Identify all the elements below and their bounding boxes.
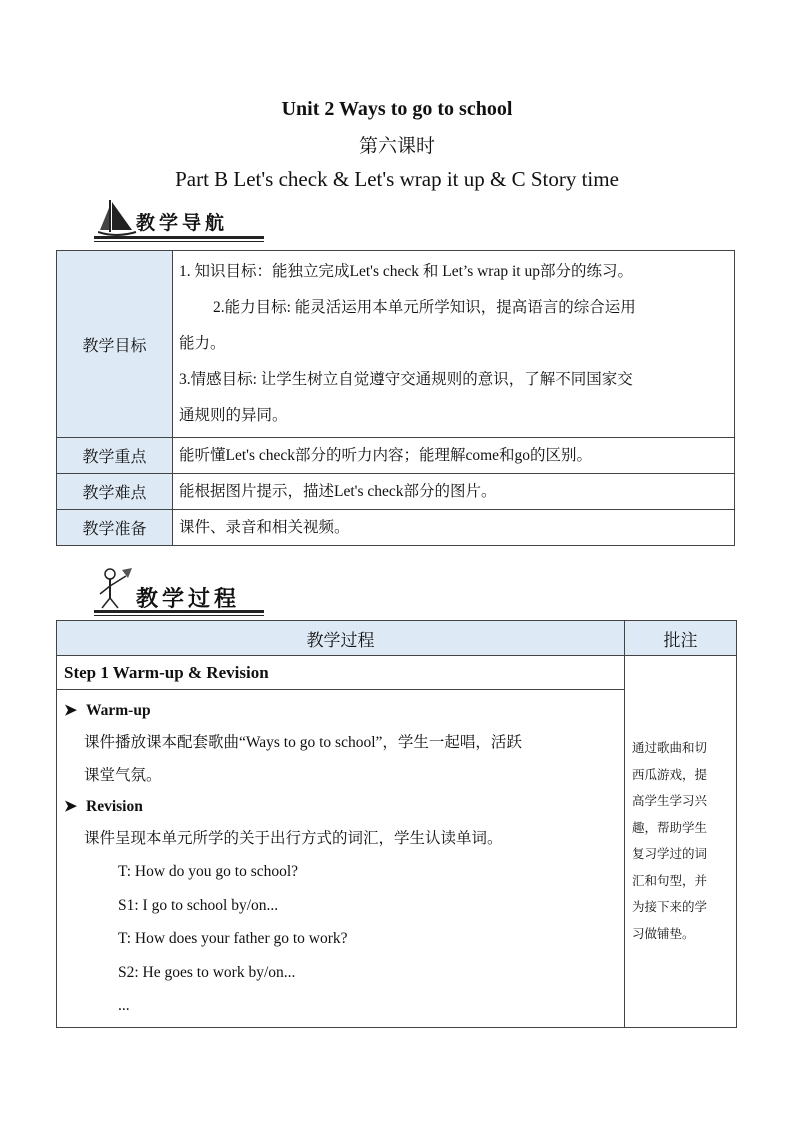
unit-title: Unit 2 Ways to go to school bbox=[281, 98, 513, 120]
sailboat-icon bbox=[98, 198, 138, 240]
row-header: 教学重点 bbox=[57, 438, 173, 474]
table-row bbox=[57, 510, 735, 546]
section-heading-navigation bbox=[94, 198, 284, 246]
table-row bbox=[57, 474, 735, 510]
body-line: 课堂气氛。 bbox=[84, 767, 162, 784]
row-content: 能听懂Let's check部分的听力内容；能理解come和go的区别。 bbox=[173, 438, 735, 474]
note-line: 高学生学习兴 bbox=[632, 793, 708, 809]
row-content: 课件、录音和相关视频。 bbox=[173, 510, 735, 546]
note-line: 西瓜游戏，提 bbox=[632, 766, 708, 782]
row-content: 能根据图片提示，描述Let's check部分的图片。 bbox=[173, 474, 735, 510]
arrow-bullet-icon: ➤ bbox=[64, 702, 77, 719]
dialogue-line: ... bbox=[118, 997, 130, 1014]
table-header-row bbox=[57, 621, 737, 656]
annotation-cell bbox=[625, 656, 737, 1028]
goal-line: 2.能力目标: 能灵活运用本单元所学知识，提高语言的综合运用 bbox=[213, 299, 636, 316]
row-header: 教学目标 bbox=[57, 251, 173, 438]
body-line: 课件播放课本配套歌曲“Ways to go to school”，学生一起唱，活跃 bbox=[84, 734, 522, 751]
dialogue-line: S2: He goes to work by/on... bbox=[118, 963, 296, 981]
lesson-number: 第六课时 bbox=[358, 136, 435, 157]
bullet-label: Warm-up bbox=[86, 702, 151, 719]
note-line: 复习学过的词 bbox=[632, 846, 708, 862]
section-label: 教学导航 bbox=[136, 212, 229, 234]
step-body bbox=[57, 690, 625, 1028]
step-title: Step 1 Warm-up & Revision bbox=[57, 656, 625, 690]
arrow-bullet-icon: ➤ bbox=[64, 798, 77, 815]
table-row bbox=[57, 438, 735, 474]
column-header-process: 教学过程 bbox=[57, 621, 625, 656]
row-header: 教学难点 bbox=[57, 474, 173, 510]
section-heading-process bbox=[94, 566, 284, 614]
goal-line: 能力。 bbox=[179, 335, 226, 352]
dialogue-line: S1: I go to school by/on... bbox=[118, 896, 279, 914]
bullet-warmup bbox=[64, 696, 620, 726]
goal-line: 1. 知识目标：能独立完成Let's check 和 Let’s wrap it up部分的练习。 bbox=[179, 263, 633, 280]
note-line: 通过歌曲和切 bbox=[632, 740, 708, 756]
process-table bbox=[56, 620, 737, 1028]
part-title: Part B Let's check & Let's wrap it up & C Story time bbox=[175, 167, 619, 191]
goals-content bbox=[173, 251, 735, 438]
row-header: 教学准备 bbox=[57, 510, 173, 546]
bullet-revision bbox=[64, 792, 620, 822]
note-line: 为接下来的学 bbox=[632, 899, 708, 915]
dialogue-line: T: How does your father go to work? bbox=[118, 930, 348, 947]
body-line: 课件呈现本单元所学的关于出行方式的词汇，学生认读单词。 bbox=[84, 830, 503, 847]
goal-line: 3.情感目标: 让学生树立自觉遵守交通规则的意识，了解不同国家交 bbox=[179, 371, 633, 388]
table-row bbox=[57, 656, 737, 690]
section-label: 教学过程 bbox=[136, 587, 241, 612]
pencil-figure-icon bbox=[96, 566, 136, 612]
note-line: 趣，帮助学生 bbox=[632, 819, 708, 835]
goal-line: 通规则的异同。 bbox=[179, 407, 288, 424]
note-line: 习做铺垫。 bbox=[632, 925, 695, 941]
bullet-label: Revision bbox=[86, 798, 143, 815]
table-row bbox=[57, 251, 735, 438]
column-header-notes: 批注 bbox=[625, 621, 737, 656]
dialogue-line: T: How do you go to school? bbox=[118, 863, 299, 880]
note-line: 汇和句型，并 bbox=[632, 872, 708, 888]
goals-table bbox=[56, 250, 735, 546]
